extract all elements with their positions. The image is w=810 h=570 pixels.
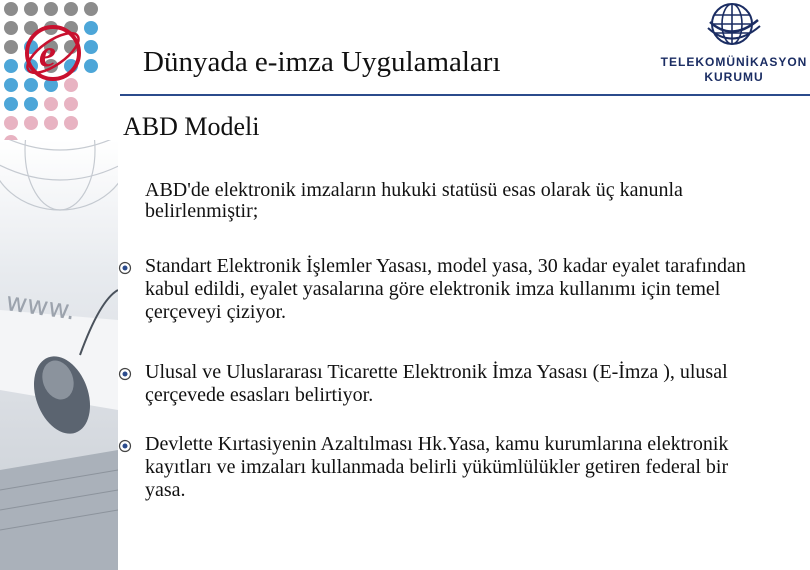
decor-dot bbox=[44, 97, 58, 111]
decor-dot bbox=[84, 21, 98, 35]
decor-dot bbox=[4, 97, 18, 111]
decor-dot bbox=[64, 2, 78, 16]
bullet-text: Devlette Kırtasiyenin Azaltılması Hk.Yasa, kamu kurumlarına elektronik kayıtları ve imzaları kullanmada belirli yükümlülükler getiren federal bir yasa. bbox=[145, 433, 729, 501]
decor-dot bbox=[64, 97, 78, 111]
org-name-line2: KURUMU bbox=[704, 70, 764, 84]
decor-dot bbox=[24, 97, 38, 111]
keyboard-mouse-image bbox=[0, 140, 118, 570]
www-text: www. bbox=[4, 287, 78, 327]
decor-dot bbox=[64, 116, 78, 130]
decor-dot bbox=[84, 59, 98, 73]
decor-dot bbox=[4, 78, 18, 92]
decor-dot bbox=[4, 40, 18, 54]
decor-dot bbox=[84, 2, 98, 16]
bullet-text: Ulusal ve Uluslararası Ticarette Elektronik İmza Yasası (E-İmza ), ulusal çerçevede esasları belirtiyor. bbox=[145, 361, 728, 406]
decor-dot bbox=[24, 116, 38, 130]
decor-dot bbox=[4, 21, 18, 35]
bullet-icon bbox=[118, 261, 132, 275]
bullet-icon bbox=[118, 439, 132, 453]
intro-text: ABD'de elektronik imzaların hukuki statüsü esas olarak üç kanunla belirlenmiştir; bbox=[145, 179, 683, 222]
decor-dot bbox=[44, 2, 58, 16]
bullet-text: Standart Elektronik İşlemler Yasası, model yasa, 30 kadar eyalet tarafından kabul edildi, eyalet yasalarına göre elektronik imza kullanımı için temel çerçeveyi çiziyor. bbox=[145, 255, 746, 323]
decor-dot bbox=[4, 116, 18, 130]
decor-dot bbox=[24, 2, 38, 16]
decor-dot bbox=[4, 59, 18, 73]
org-name-line1: TELEKOMÜNİKASYON bbox=[660, 55, 808, 69]
bullet-icon bbox=[118, 367, 132, 381]
page-title: Dünyada e-imza Uygulamaları bbox=[143, 46, 501, 78]
decor-dot bbox=[84, 40, 98, 54]
e-logo-icon bbox=[22, 22, 84, 84]
slide-subtitle: ABD Modeli bbox=[123, 112, 260, 141]
header-divider bbox=[120, 94, 810, 96]
decor-dot bbox=[44, 116, 58, 130]
left-decoration bbox=[0, 0, 118, 570]
logo-letter: e bbox=[39, 33, 56, 75]
decor-dot bbox=[4, 2, 18, 16]
